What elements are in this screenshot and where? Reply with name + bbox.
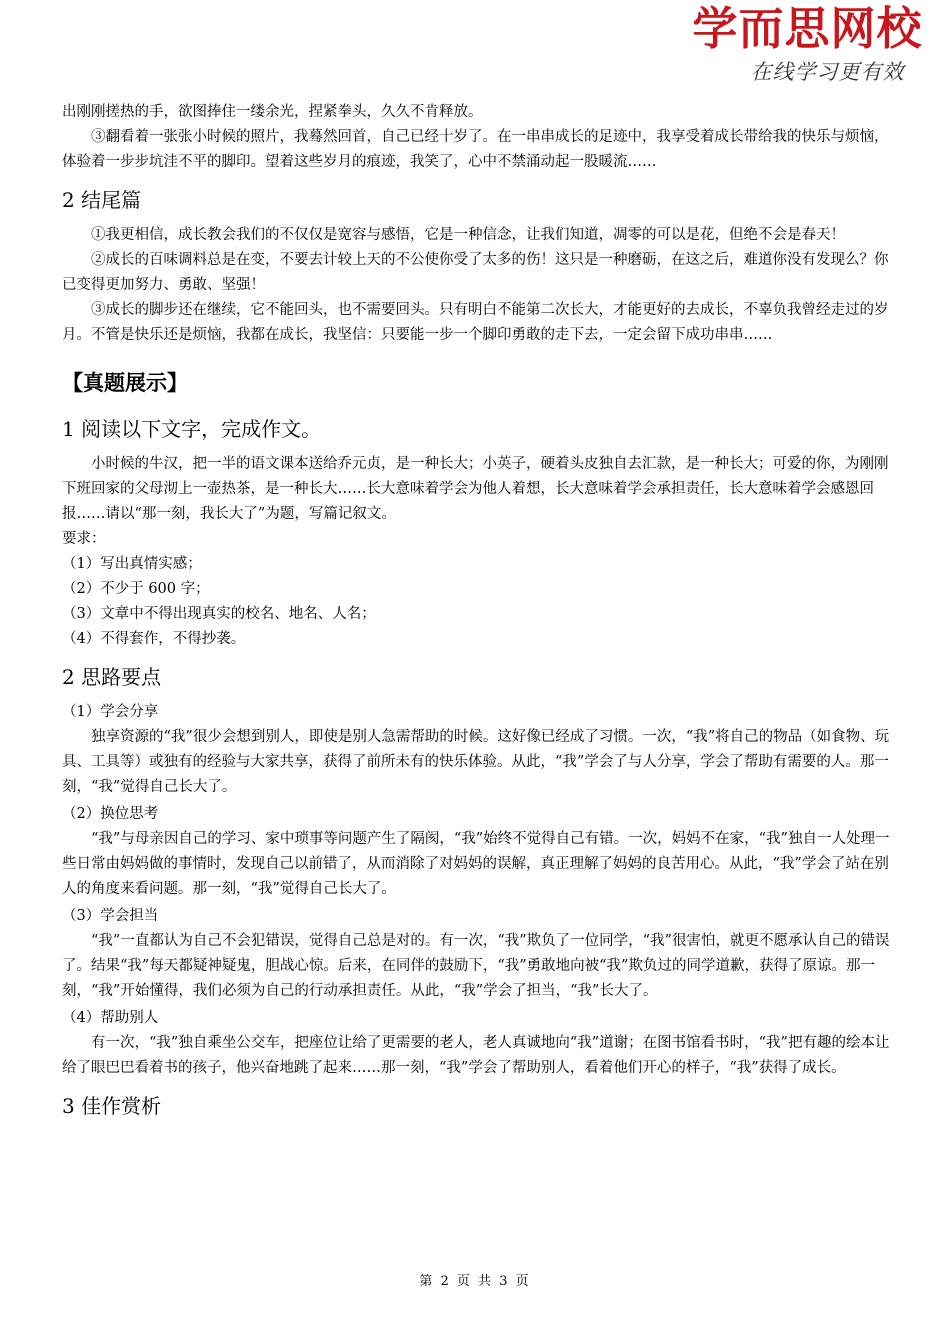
requirement-item: （2）不少于 600 字； xyxy=(62,581,210,597)
requirements-label: 要求： xyxy=(62,531,106,547)
question-prompt: 小时候的牛汉，把一半的语文课本送给乔元贞，是一种长大；小英子，硬着头皮独自去汇款，是一种长大；可爱的你，为刚刚下班回家的父母沏上一壶热茶，是一种长大……长大意味着学会为他人着想，长大意味着学会承担责任，长大意味着学会感恩回报……请以“那一刻，我长大了”为题，写篇记叙文。 xyxy=(62,456,889,522)
brand-name: 学而思网校 xyxy=(692,2,923,55)
paragraph: 出刚刚搓热的手，欲图捧住一缕余光，捏紧拳头，久久不肯释放。 xyxy=(62,104,483,120)
paragraph: ③翻看着一张张小时候的照片，我蓦然回首，自己已经十岁了。在一串串成长的足迹中，我享受着成长带给我的快乐与烦恼，体验着一步步坑洼不平的脚印。望着这些岁月的痕迹，我笑了，心中不禁涌动起一股暖流…… xyxy=(62,129,889,170)
idea-text: 有一次，“我”独自乘坐公交车，把座位让给了更需要的老人，老人真诚地向“我”道谢；在图书馆看书时，“我”把有趣的绘本让给了眼巴巴看着书的孩子，他兴奋地跳了起来……那一刻，“我”学会了帮助别人，看着他们开心的样子，“我”获得了成长。 xyxy=(62,1035,890,1076)
idea-title: （4）帮助别人 xyxy=(62,1010,159,1026)
section-heading-ideas: 2 思路要点 xyxy=(62,665,162,689)
paragraph: ①我更相信，成长教会我们的不仅仅是宽容与感悟，它是一种信念，让我们知道，凋零的可以是花，但绝不会是春天！ xyxy=(91,227,845,243)
brand-slogan: 在线学习更有效 xyxy=(750,60,905,84)
idea-title: （1）学会分享 xyxy=(62,704,159,720)
idea-text: “我”与母亲因自己的学习、家中琐事等问题产生了隔阂，“我”始终不觉得自己有错。一次，妈妈不在家，“我”独自一人处理一些日常由妈妈做的事情时，发现自己以前错了，从而消除了对妈妈的误解，真正理解了妈妈的良苦用心。从此，“我”学会了站在别人的角度来看问题。那一刻，“我”觉得自己长大了。 xyxy=(62,831,890,897)
idea-text: 独享资源的“我”很少会想到别人，即使是别人急需帮助的时候。这好像已经成了习惯。一次，“我”将自己的物品（如食物、玩具、工具等）或独有的经验与大家共享，获得了前所未有的快乐体验。从此，“我”学会了与人分享，学会了帮助有需要的人。那一刻，“我”觉得自己长大了。 xyxy=(62,729,890,795)
requirement-item: （4）不得套作，不得抄袭。 xyxy=(62,631,246,647)
requirement-item: （1）写出真情实感； xyxy=(62,556,202,572)
section-heading-ending: 2 结尾篇 xyxy=(62,188,142,212)
document-body xyxy=(62,100,892,1129)
section-heading-appreciation: 3 佳作赏析 xyxy=(62,1094,162,1118)
paragraph: ②成长的百味调料总是在变，不要去计较上天的不公使你受了太多的伤！这只是一种磨砺，在这之后，难道你没有发现么？你已变得更加努力、勇敢、坚强！ xyxy=(62,252,889,293)
section-heading-exam: 【真题展示】 xyxy=(62,370,188,395)
question-heading: 1 阅读以下文字，完成作文。 xyxy=(62,417,322,441)
idea-title: （3）学会担当 xyxy=(62,908,159,924)
page-number: 第 2 页 共 3 页 xyxy=(419,1274,531,1289)
idea-text: “我”一直都认为自己不会犯错误，觉得自己总是对的。有一次，“我”欺负了一位同学，“我”很害怕，就更不愿承认自己的错误了。结果“我”每天都疑神疑鬼，胆战心惊。后来，在同伴的鼓励下，“我”勇敢地向被“我”欺负过的同学道歉，获得了原谅。那一刻，“我”开始懂得，我们必须为自己的行动承担责任。从此，“我”学会了担当，“我”长大了。 xyxy=(62,933,890,999)
idea-title: （2）换位思考 xyxy=(62,806,159,822)
brand-logo xyxy=(675,2,940,86)
paragraph: ③成长的脚步还在继续，它不能回头，也不需要回头。只有明白不能第二次长大，才能更好的去成长，不辜负我曾经走过的岁月。不管是快乐还是烦恼，我都在成长，我坚信：只要能一步一个脚印勇敢的走下去，一定会留下成功串串…… xyxy=(62,302,889,343)
requirement-item: （3）文章中不得出现真实的校名、地名、人名； xyxy=(62,606,376,622)
